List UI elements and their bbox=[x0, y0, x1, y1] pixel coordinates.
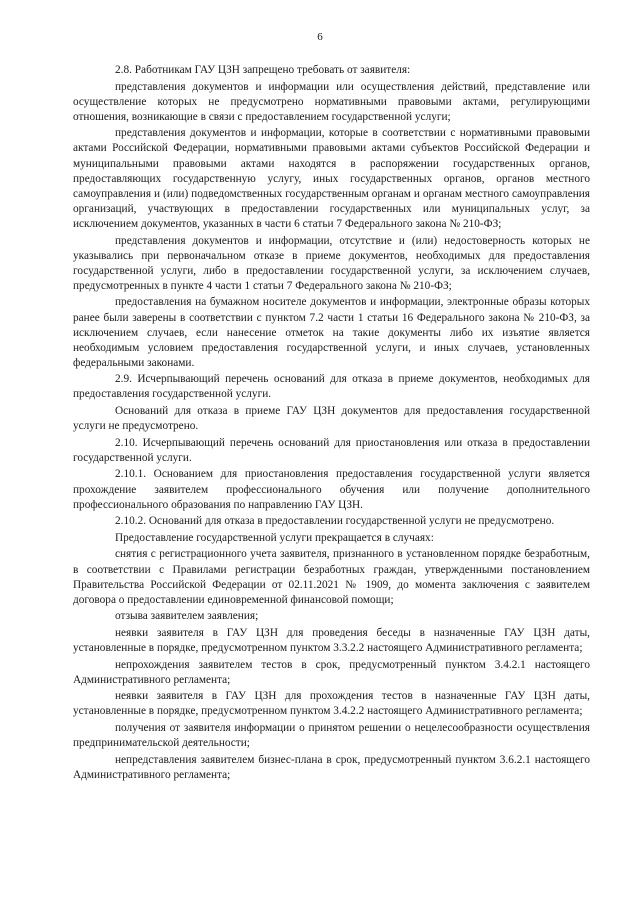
paragraph-2-8: 2.8. Работникам ГАУ ЦЗН запрещено требовать от заявителя: bbox=[115, 64, 411, 76]
paragraph: отзыва заявителем заявления; bbox=[115, 610, 259, 623]
paragraph: неявки заявителя в ГАУ ЦЗН для прохождения тестов в назначенные ГАУ ЦЗН даты, установленные в порядке, предусмотренном пунктом 3.4.2.2 настоящего Административного регламента; bbox=[73, 690, 590, 718]
paragraph: получения от заявителя информации о принятом решении о нецелесообразности осуществления предпринимательской деятельности; bbox=[73, 721, 590, 750]
paragraph: неявки заявителя в ГАУ ЦЗН для проведения беседы в назначенные ГАУ ЦЗН даты, установленные в порядке, предусмотренном пунктом 3.3.2.2 настоящего Административного регламента; bbox=[73, 626, 590, 654]
paragraph: представления документов и информации, которые в соответствии с нормативными правовыми актами Российской Федерации, нормативными правовыми актами субъектов Российской Федерации и муниципальными правовыми актами находятся в распоряжении государственных органов, предоставляющих государственную услугу, иных государственных органов, органов местного самоуправления и (или) подведомственных государственным органам и органам местного самоуправления организаций, участвующих в предоставлении государственных или муниципальных услуг, за исключением документов, указанных в части 6 статьи 7 Федерального закона № 210-ФЗ; bbox=[73, 127, 590, 230]
paragraph: непредставления заявителем бизнес-плана в срок, предусмотренный пунктом 3.6.2.1 настоящего Административного регламента; bbox=[73, 753, 590, 781]
paragraph-2-10: 2.10. Исчерпывающий перечень оснований для приостановления или отказа в предоставлении государственной услуги. bbox=[73, 436, 590, 464]
paragraph: представления документов и информации или осуществления действий, представление или осуществление которых не предусмотрено нормативными правовыми актами, регулирующими отношения, возникающие в связи с предоставлением государственной услуги; bbox=[73, 80, 590, 123]
paragraph: снятия с регистрационного учета заявителя, признанного в установленном порядке безработным, в соответствии с Правилами регистрации безработных граждан, утвержденными постановлением Правительства Российской Федерации от 02.11.2021 № 1909, до момента заключения с заявителем договора о предоставлении единовременной финансовой помощи; bbox=[73, 548, 590, 606]
document-body bbox=[73, 63, 590, 784]
paragraph-2-10-1: 2.10.1. Основанием для приостановления предоставления государственной услуги является прохождение заявителем профессионального обучения или получение дополнительного профессионального образования по направлению ГАУ ЦЗН. bbox=[73, 468, 590, 511]
paragraph: непрохождения заявителем тестов в срок, предусмотренный пунктом 3.4.2.1 настоящего Административного регламента; bbox=[73, 658, 590, 686]
paragraph: Предоставление государственной услуги прекращается в случаях: bbox=[115, 531, 434, 544]
page-number: 6 bbox=[317, 31, 323, 43]
paragraph: представления документов и информации, отсутствие и (или) недостоверность которых не указывались при первоначальном отказе в приеме документов, необходимых для предоставления государственной услуги, либо в предоставлении государственной услуги, за исключением случаев, предусмотренных в пункте 4 части 1 статьи 7 Федерального закона № 210-ФЗ; bbox=[73, 234, 590, 292]
paragraph: предоставления на бумажном носителе документов и информации, электронные образы которых ранее были заверены в соответствии с пунктом 7.2 части 1 статьи 16 Федерального закона № 210-ФЗ, за исключением случаев, если нанесение отметок на такие документы либо их изъятие является необходимым условием предоставления государственной услуги, и иных случаев, установленных федеральными законами. bbox=[73, 296, 590, 369]
paragraph-2-10-2: 2.10.2. Оснований для отказа в предоставлении государственной услуги не предусмотрено. bbox=[115, 515, 555, 528]
paragraph-2-9: 2.9. Исчерпывающий перечень оснований для отказа в приеме документов, необходимых для предоставления государственной услуги. bbox=[73, 373, 590, 401]
paragraph: Оснований для отказа в приеме ГАУ ЦЗН документов для предоставления государственной услуги не предусмотрено. bbox=[73, 405, 590, 433]
